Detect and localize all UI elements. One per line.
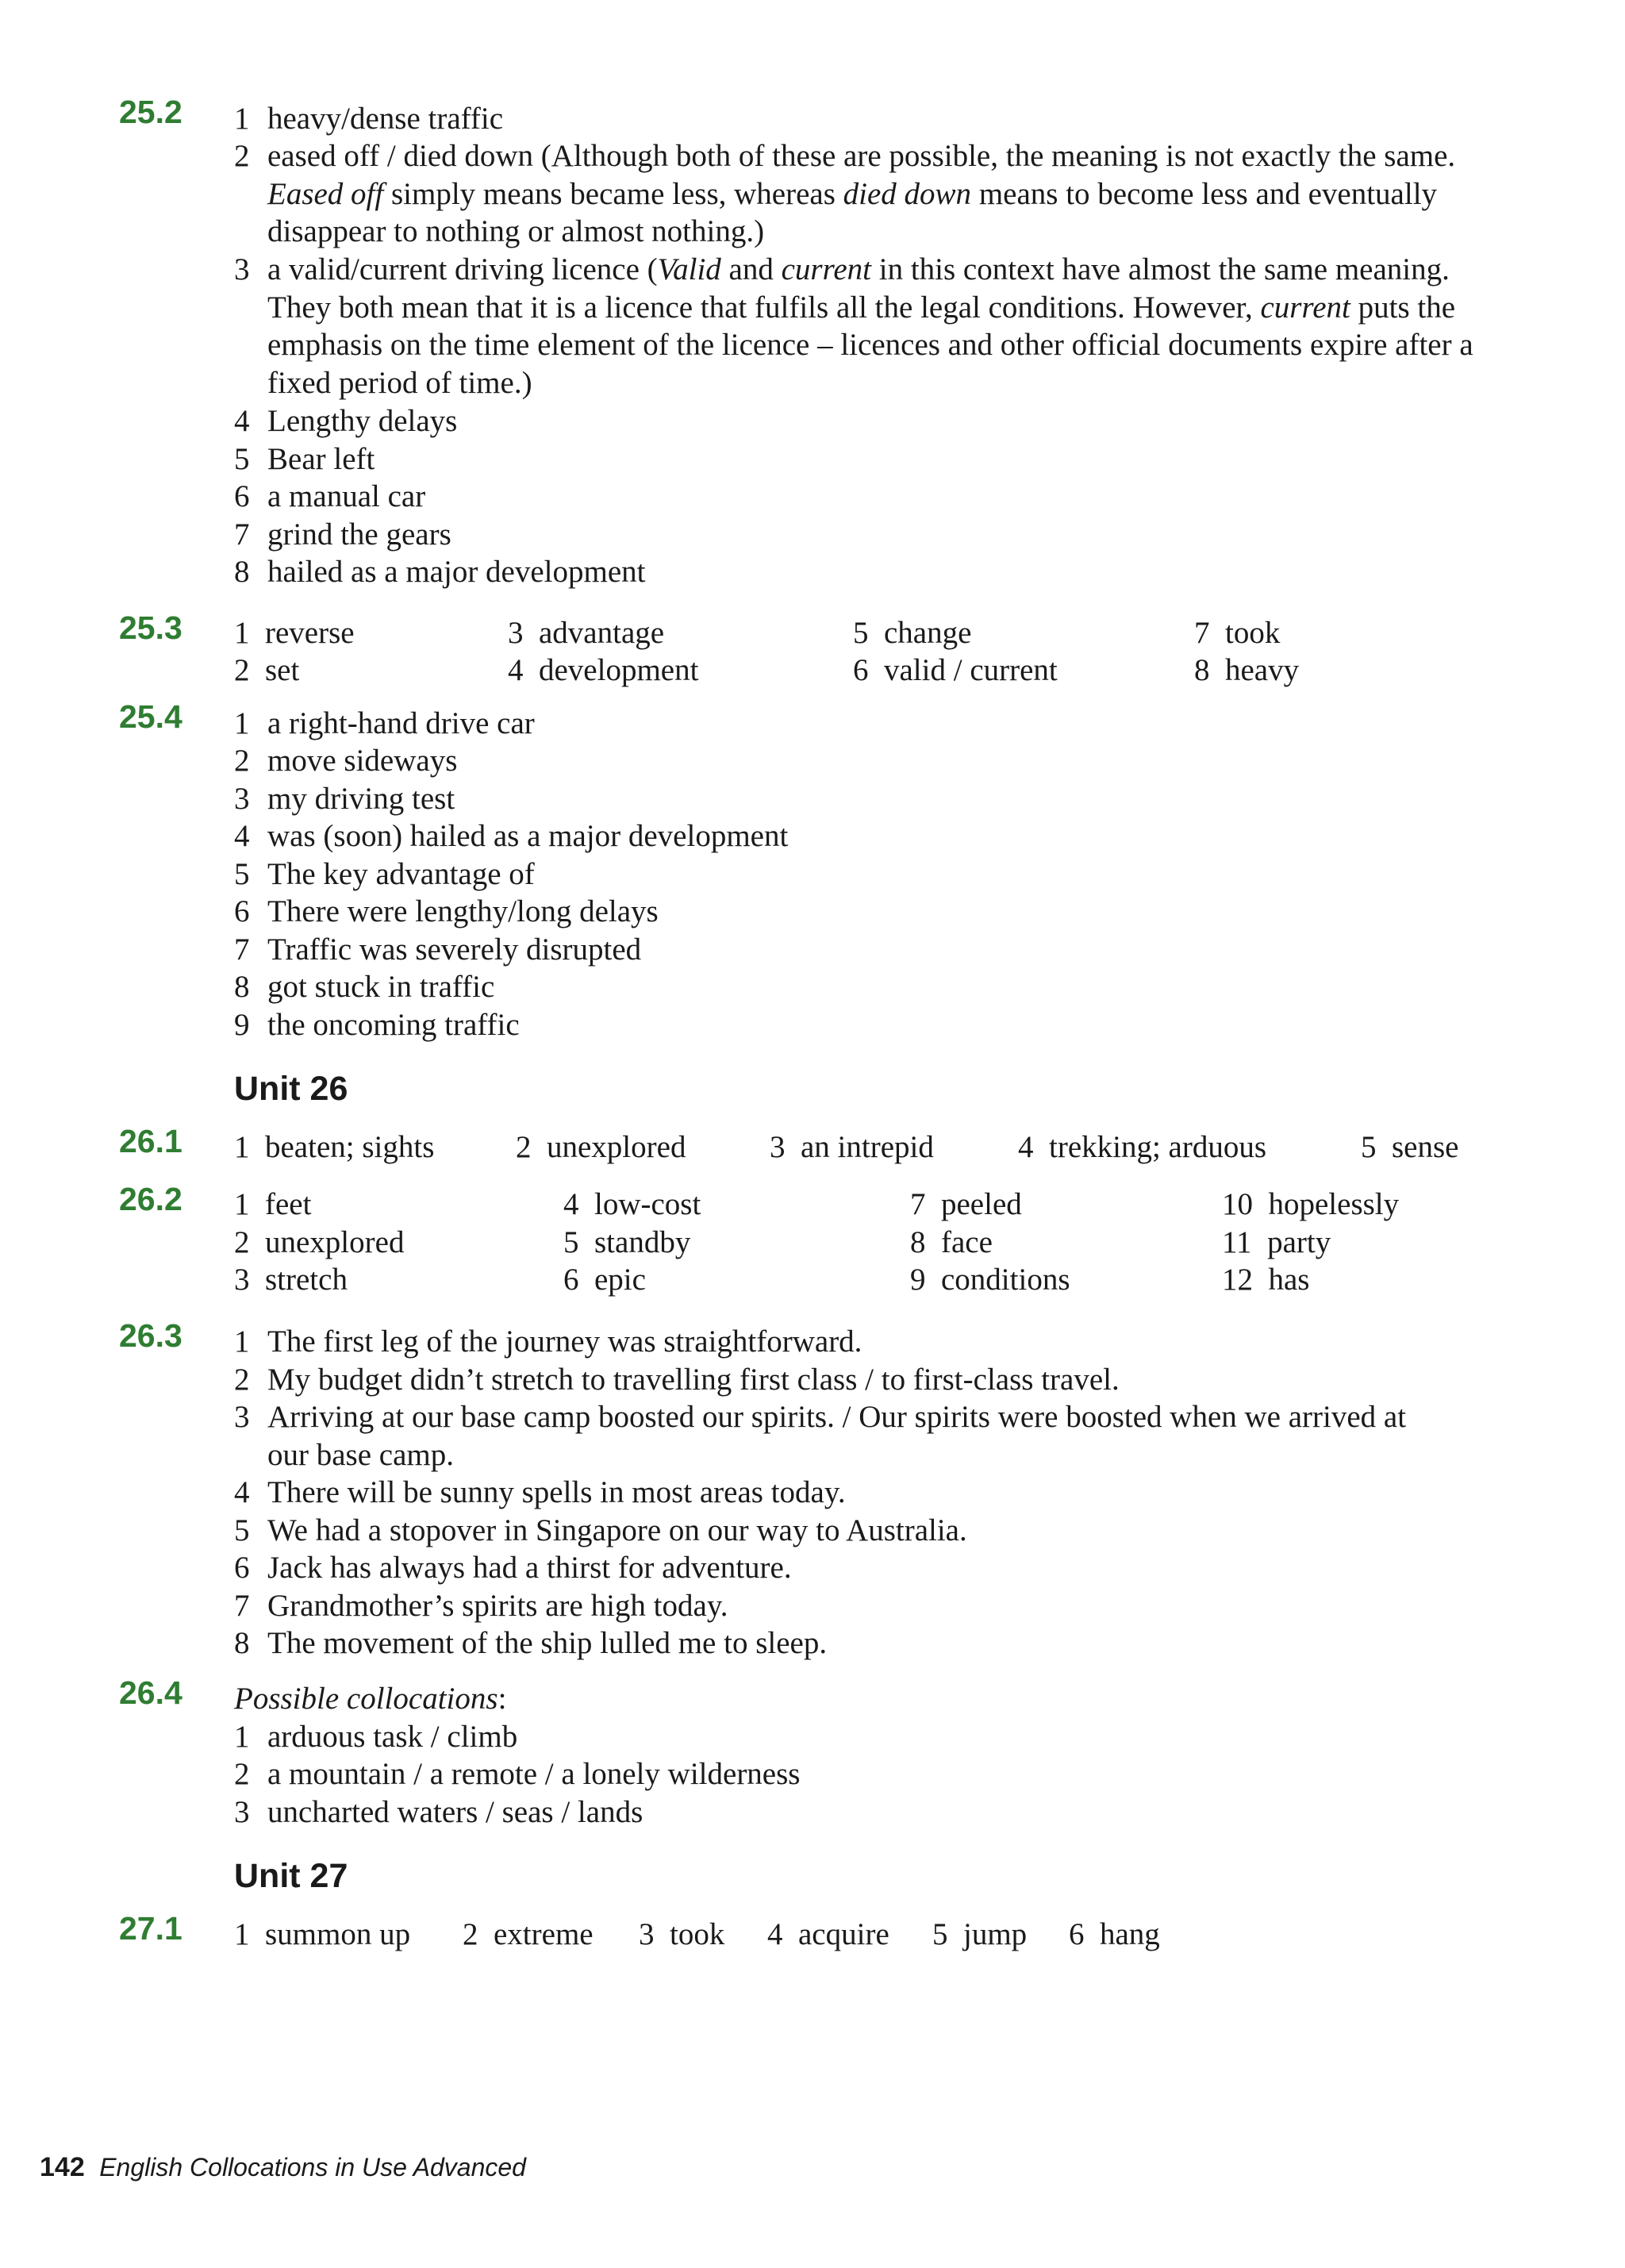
list-item: 1 feet bbox=[234, 1187, 312, 1221]
list-item: 5 Bear left bbox=[234, 442, 375, 476]
list-item: 1 a right-hand drive car bbox=[234, 706, 535, 740]
list-item: 3 Arriving at our base camp boosted our spirits. / Our spirits were boosted when we arrived at our base camp. bbox=[234, 1400, 1407, 1472]
list-item: 9 the oncoming traffic bbox=[234, 1008, 520, 1042]
list-item: 5 jump bbox=[932, 1917, 1028, 1951]
list-item: 8 hailed as a major development bbox=[234, 555, 646, 589]
unit-heading: Unit 26 bbox=[234, 1070, 348, 1108]
list-item: 2 My budget didn’t stretch to travelling first class / to first-class travel. bbox=[234, 1363, 1120, 1397]
list-item: 11 party bbox=[1222, 1225, 1331, 1259]
page-number: 142 bbox=[40, 2152, 85, 2182]
list-item: 2 set bbox=[234, 653, 300, 687]
list-item: 8 The movement of the ship lulled me to sleep. bbox=[234, 1626, 828, 1660]
section-number: 25.2 bbox=[119, 94, 182, 130]
section-number: 26.2 bbox=[119, 1181, 182, 1217]
list-item: 5 change bbox=[853, 616, 972, 650]
list-item: 3 took bbox=[639, 1917, 725, 1951]
list-item: 8 face bbox=[910, 1225, 993, 1259]
section-number: 25.3 bbox=[119, 609, 182, 646]
section-number: 26.3 bbox=[119, 1317, 182, 1354]
list-item: 1 beaten; sights bbox=[234, 1130, 435, 1164]
list-item: 10 hopelessly bbox=[1222, 1187, 1400, 1221]
list-item: 7 Traffic was severely disrupted bbox=[234, 932, 642, 967]
list-item: 4 There will be sunny spells in most areas today. bbox=[234, 1475, 846, 1509]
list-item: 6 hang bbox=[1069, 1917, 1160, 1951]
list-item: 3 an intrepid bbox=[770, 1130, 934, 1164]
unit-heading: Unit 27 bbox=[234, 1857, 348, 1895]
list-item: 8 got stuck in traffic bbox=[234, 970, 495, 1004]
list-item: 6 There were lengthy/long delays bbox=[234, 894, 659, 928]
list-item: 12 has bbox=[1222, 1263, 1310, 1297]
section-number: 27.1 bbox=[119, 1910, 182, 1947]
list-item: 2 a mountain / a remote / a lonely wilderness bbox=[234, 1757, 801, 1791]
list-item: 8 heavy bbox=[1194, 653, 1300, 687]
list-item: 4 acquire bbox=[767, 1917, 889, 1951]
list-item: 2 unexplored bbox=[234, 1225, 405, 1259]
list-item: 6 Jack has always had a thirst for adventure. bbox=[234, 1551, 792, 1585]
list-item: 7 peeled bbox=[910, 1187, 1022, 1221]
list-item: 6 a manual car bbox=[234, 479, 426, 513]
list-item: 3 uncharted waters / seas / lands bbox=[234, 1795, 643, 1829]
list-item: 5 sense bbox=[1361, 1130, 1459, 1164]
list-item: 7 Grandmother’s spirits are high today. bbox=[234, 1589, 728, 1623]
list-item: 1 heavy/dense traffic bbox=[234, 102, 504, 136]
list-item: 1 arduous task / climb bbox=[234, 1720, 518, 1754]
list-item: 2 unexplored bbox=[516, 1130, 686, 1164]
list-item: 5 The key advantage of bbox=[234, 857, 535, 891]
page-footer bbox=[40, 2152, 526, 2183]
list-item: 5 We had a stopover in Singapore on our way to Australia. bbox=[234, 1513, 967, 1547]
list-item: 6 valid / current bbox=[853, 653, 1058, 687]
list-item: 6 epic bbox=[563, 1263, 646, 1297]
list-item: 5 standby bbox=[563, 1225, 691, 1259]
list-item: 3 stretch bbox=[234, 1263, 348, 1297]
list-item: 9 conditions bbox=[910, 1263, 1070, 1297]
list-item: 2 move sideways bbox=[234, 744, 458, 778]
list-item: 7 took bbox=[1194, 616, 1281, 650]
list-item: 2 eased off / died down (Although both of these are possible, the meaning is not exactly the same. Eased off simply means became less, whereas died down means to become less and eventually disappear to nothing or almost nothing.) bbox=[234, 139, 1456, 248]
book-title: English Collocations in Use Advanced bbox=[99, 2153, 526, 2182]
list-item: 4 trekking; arduous bbox=[1018, 1130, 1267, 1164]
list-item: 3 advantage bbox=[508, 616, 665, 650]
list-item: 7 grind the gears bbox=[234, 517, 451, 552]
list-item: 1 The first leg of the journey was straightforward. bbox=[234, 1324, 862, 1359]
list-item: 1 reverse bbox=[234, 616, 355, 650]
section-number: 25.4 bbox=[119, 698, 182, 735]
list-item: 1 summon up bbox=[234, 1917, 411, 1951]
list-item: 4 was (soon) hailed as a major development bbox=[234, 819, 789, 853]
list-item: 4 low-cost bbox=[563, 1187, 701, 1221]
section-number: 26.1 bbox=[119, 1123, 182, 1159]
list-item: 4 development bbox=[508, 653, 699, 687]
list-item: 3 my driving test bbox=[234, 782, 455, 816]
list-item: 4 Lengthy delays bbox=[234, 404, 458, 438]
section-intro: Possible collocations: bbox=[234, 1682, 507, 1716]
list-item: 2 extreme bbox=[463, 1917, 594, 1951]
list-item: 3 a valid/current driving licence (Valid and current in this context have almost the same meaning. They both mean that it is a licence that fulfils all the legal conditions. However, current puts the emphasis on the time element of the licence – licences and other official documents expire after a fixed period of time.) bbox=[234, 252, 1473, 400]
section-number: 26.4 bbox=[119, 1674, 182, 1711]
